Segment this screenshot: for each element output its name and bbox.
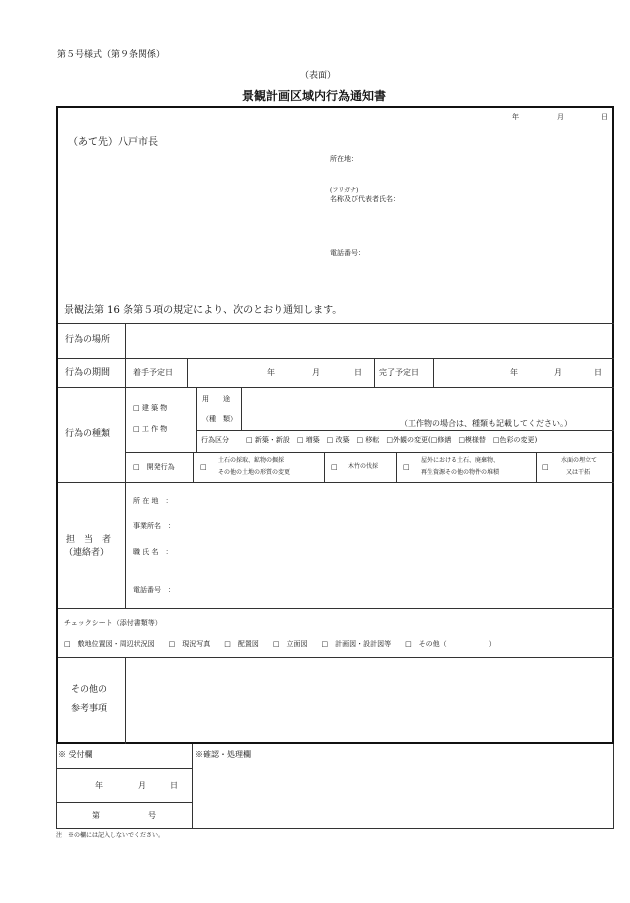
reception-label: ※ 受付欄 [58,750,93,759]
form-number: 第５号様式（第９条関係） [57,50,166,60]
dev-option-2: 木竹の伐採 [348,463,379,470]
furigana-label: (フリガナ) [330,187,359,194]
phone-label: 電話番号： [330,249,365,257]
dev-option-1-line2: その他の土地の形質の変更 [218,469,291,476]
type-label: （種 類） [202,415,237,423]
address-label: 所在地： [330,155,358,163]
use-label: 用 途 [202,395,230,403]
end-day: 日 [594,368,602,377]
dev-check-3[interactable]: □ [403,463,410,471]
reception-year: 年 [95,781,103,790]
kind-building[interactable]: □ 建 築 物 [133,404,168,412]
reception-no-suffix: 号 [148,811,156,820]
dev-check-2[interactable]: □ [331,463,338,471]
end-month: 月 [554,368,562,377]
date-year: 年 [512,113,519,121]
date-month: 月 [557,113,564,121]
dev-check-4[interactable]: □ [542,463,549,471]
addressee: （あて先）八戸市長 [68,137,158,148]
contact-address: 所 在 地 ： [133,497,173,505]
dev-option-4-line2: 又は干拓 [566,469,591,476]
start-date-label: 着手予定日 [133,368,173,377]
dev-option-1-line1: 土石の採取、鉱物の掘採 [218,457,285,464]
kind-structure[interactable]: □ 工 作 物 [133,425,168,433]
dev-option-4-line1: 水面の埋立て [561,457,598,464]
page-title: 景観計画区域内行為通知書 [242,89,387,103]
other-label-line2: 参考事項 [71,704,108,714]
start-day: 日 [354,368,362,377]
side-label: （表面） [300,71,337,81]
date-day: 日 [601,113,608,121]
row-place-label: 行為の場所 [65,335,111,345]
contact-sublabel: （連絡者） [64,548,110,558]
footnote: 注 ※の欄には記入しないでください。 [56,832,165,839]
contact-name: 職 氏 名 ： [133,548,173,556]
end-date-label: 完了予定日 [379,368,419,377]
act-division-label: 行為区分 [201,436,229,444]
dev-option-3-line2: 再生資源その他の物件の堆積 [421,469,500,476]
contact-phone: 電話番号 ： [133,586,175,594]
checklist-title: チェックシート（添付書類等） [64,619,162,627]
start-month: 月 [312,368,320,377]
row-period-label: 行為の期間 [65,368,111,378]
confirm-label: ※確認・処理欄 [195,750,251,759]
end-year: 年 [510,368,518,377]
structure-note: （工作物の場合は、種類も記載してください。） [400,419,572,428]
contact-office: 事業所名 ： [133,522,175,530]
start-year: 年 [267,368,275,377]
dev-option-3-line1: 屋外における土石、廃棄物、 [421,457,500,464]
kind-development[interactable]: □ 開発行為 [133,463,175,471]
other-label-line1: その他の [71,685,108,695]
reception-no-prefix: 第 [92,811,100,820]
dev-check-1[interactable]: □ [200,463,207,471]
name-label: 名称及び代表者氏名： [330,195,400,203]
checklist-items[interactable]: □ 敷地位置図・周辺状況図 □ 現況写真 □ 配置図 □ 立面図 □ 計画図・設計図等 □ その他（ ） [64,640,496,648]
reception-day: 日 [170,781,178,790]
act-division-options[interactable]: □ 新築・新設 □ 増築 □ 改築 □ 移転 □外観の変更(□修繕 □模様替 □色彩の変更) [246,436,538,444]
row-kind-label: 行為の種類 [65,429,111,439]
contact-label: 担 当 者 [66,535,112,545]
statement: 景観法第 16 条第５項の規定により、次のとおり通知します。 [64,305,343,316]
reception-month: 月 [138,781,146,790]
